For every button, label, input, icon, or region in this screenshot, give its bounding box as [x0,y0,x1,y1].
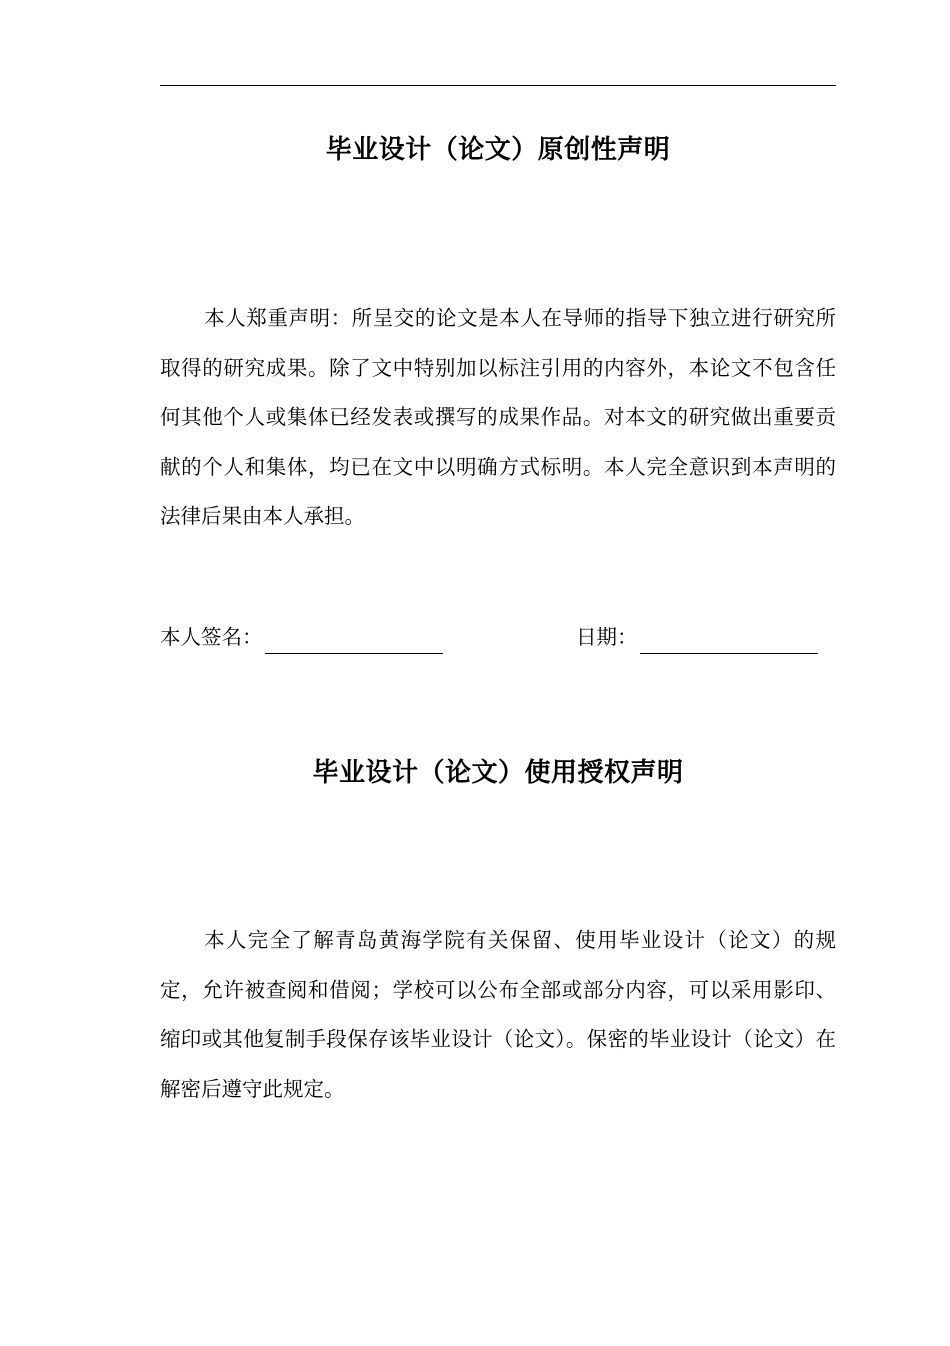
signature-label: 本人签名： [160,625,263,649]
date-label: 日期： [576,625,638,649]
date-blank-line [640,625,818,654]
authorization-statement-body: 本人完全了解青岛黄海学院有关保留、使用毕业设计（论文）的规定，允许被查阅和借阅；学校可以公布全部或部分内容，可以采用影印、缩印或其他复制手段保存该毕业设计（论文）。保密的毕业设计（论文）在解密后遵守此规定。 [160,928,836,1101]
signature-blank-line [265,625,443,654]
date-field [576,620,818,654]
header-rule [160,85,836,86]
original-statement-title: 毕业设计（论文）原创性声明 [325,135,671,165]
authorization-statement-title: 毕业设计（论文）使用授权声明 [312,758,684,788]
signature-field [160,620,443,654]
original-statement-body: 本人郑重声明：所呈交的论文是本人在导师的指导下独立进行研究所取得的研究成果。除了文中特别加以标注引用的内容外，本论文不包含任何其他个人或集体已经发表或撰写的成果作品。对本文的研究做出重要贡献的个人和集体，均已在文中以明确方式标明。本人完全意识到本声明的法律后果由本人承担。 [160,306,836,528]
